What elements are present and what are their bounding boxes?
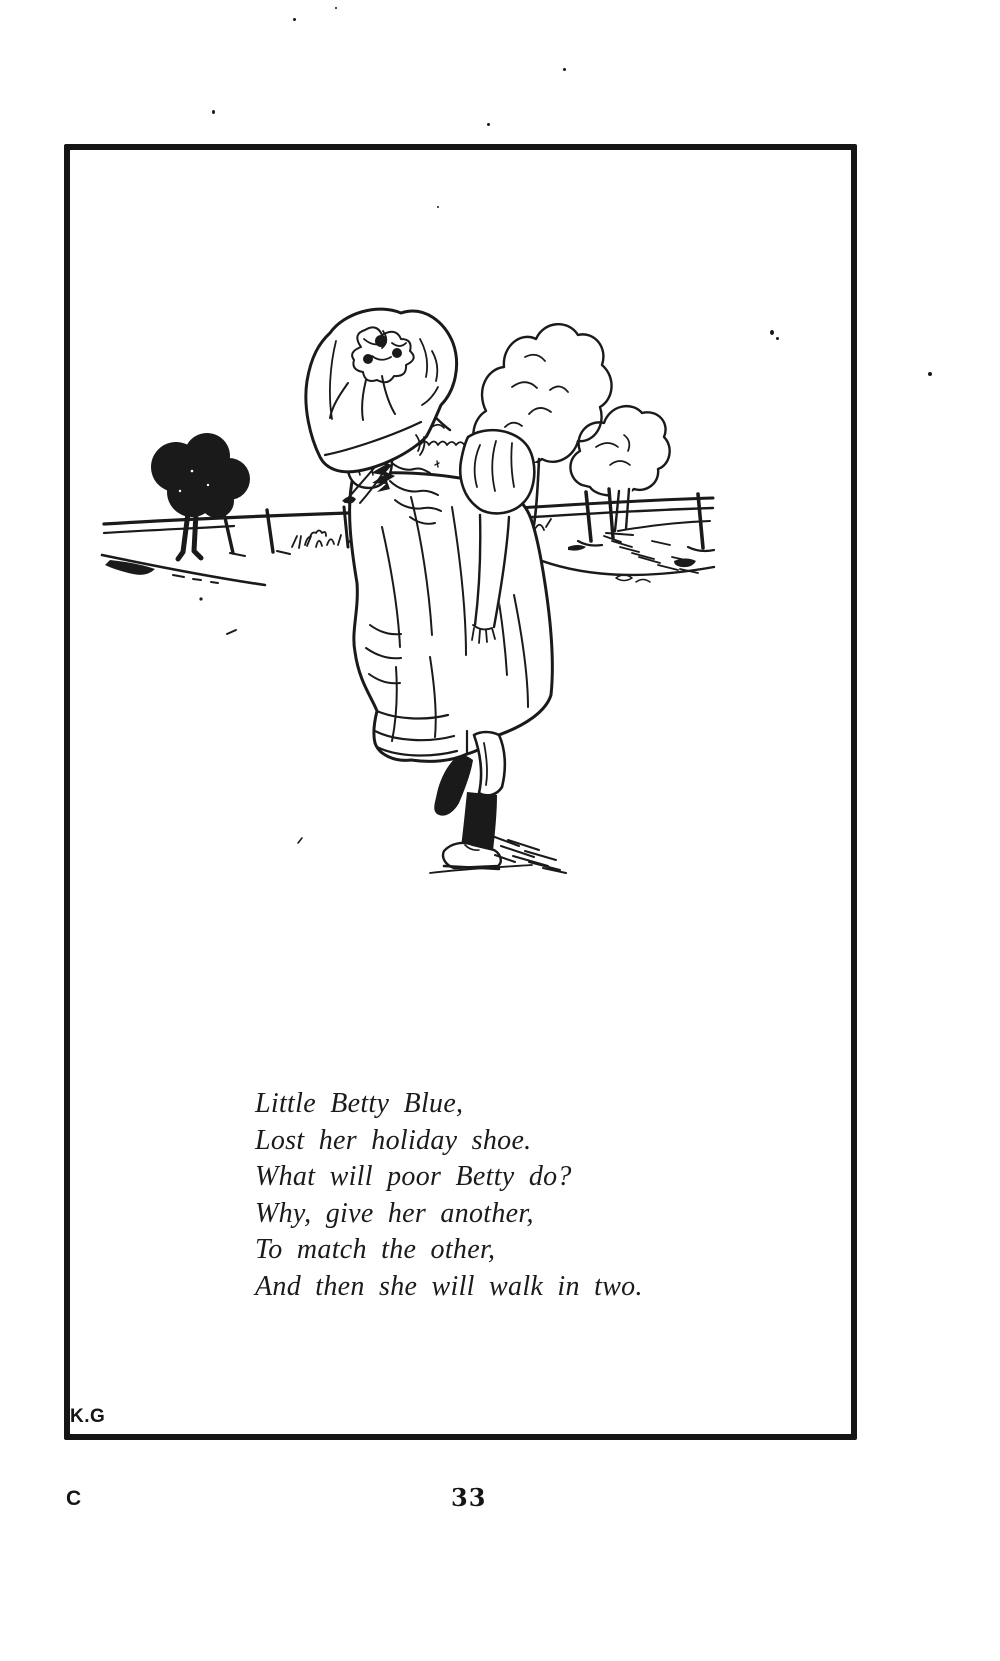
ground-left [102,555,265,634]
signature-mark: C [66,1487,82,1510]
bonnet [306,309,457,472]
poem-line: Why, give her another, [255,1197,534,1229]
illustration [80,295,720,875]
ground-right [522,521,714,582]
girl-figure [298,309,566,873]
scan-speck [928,372,932,376]
poem [255,1086,643,1305]
girl-gown [350,473,553,762]
scan-speck [212,110,215,114]
poem-line: Little Betty Blue, [255,1088,464,1119]
artist-monogram: K.G [70,1406,106,1427]
ground-shadow [298,836,566,873]
poem-line: To match the other, [255,1234,496,1265]
dark-tree-icon [151,433,250,559]
scan-speck [563,68,566,71]
scan-speck [487,123,490,126]
poem-line: Lost her holiday shoe. [255,1124,532,1156]
poem-line: And then she will walk in two. [255,1270,643,1302]
puff-sleeve [460,430,534,513]
gown-fold [474,732,505,795]
poem-line: What will poor Betty do? [255,1161,572,1192]
scan-speck [335,7,337,9]
small-tree-icon [570,406,669,535]
scan-speck [293,18,296,21]
page-number: 33 [451,1483,487,1512]
